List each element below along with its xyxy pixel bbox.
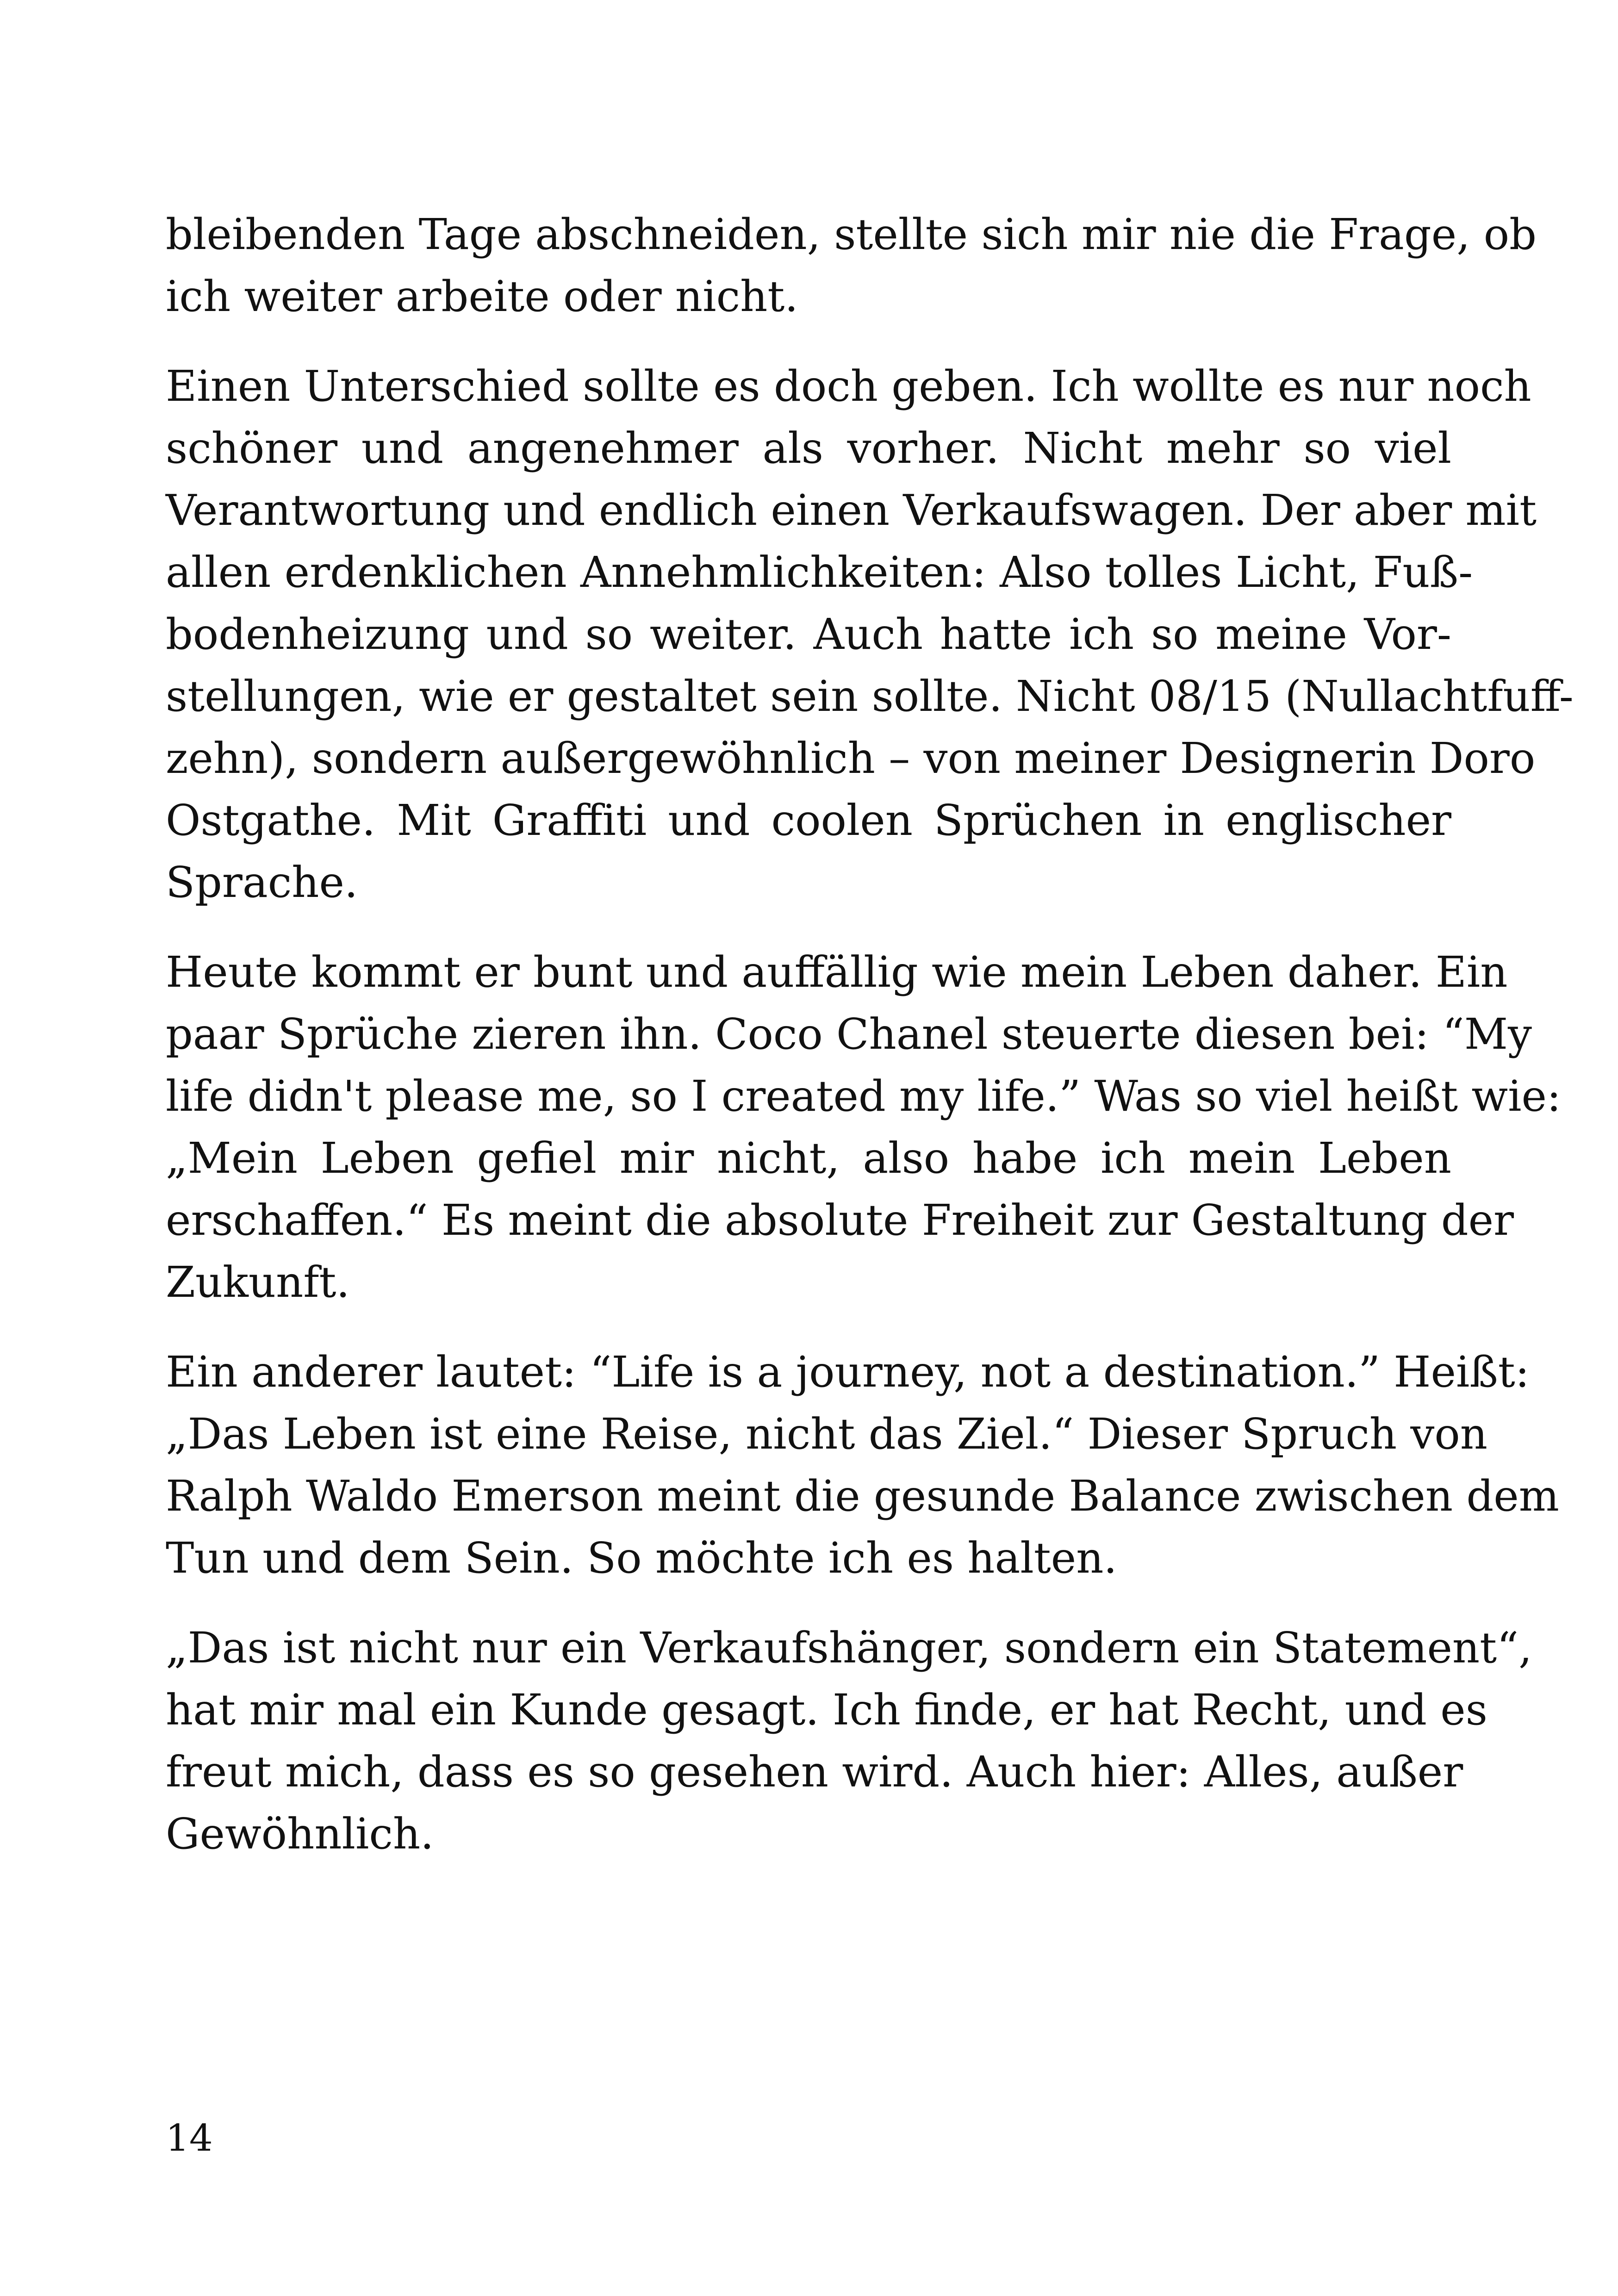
paragraph-1	[166, 204, 1537, 328]
text-line: „Mein Leben gefiel mir nicht, also habe ich mein Leben	[166, 1133, 1451, 1183]
text-line: Ein anderer lautet: “Life is a journey, not a destination.” Heißt:	[166, 1347, 1530, 1397]
text-line: Heute kommt er bunt und auffällig wie mein Leben daher. Ein	[166, 947, 1508, 997]
paragraph-4	[166, 1341, 1559, 1589]
text-line: bleibenden Tage abschneiden, stellte sich mir nie die Frage, ob	[166, 210, 1537, 259]
text-line: „Das Leben ist eine Reise, nicht das Ziel.“ Dieser Spruch von	[166, 1409, 1487, 1459]
page-number: 14	[166, 2116, 213, 2159]
text-line: life didn't please me, so I created my life.” Was so viel heißt wie:	[166, 1071, 1561, 1121]
text-line: Verantwortung und endlich einen Verkaufswagen. Der aber mit	[166, 485, 1537, 535]
text-line: schöner und angenehmer als vorher. Nicht mehr so viel	[166, 423, 1451, 473]
text-line: „Das ist nicht nur ein Verkaufshänger, sondern ein Statement“,	[166, 1623, 1532, 1673]
text-line: Gewöhnlich.	[166, 1809, 434, 1859]
text-line: Sprache.	[166, 858, 358, 907]
text-line: bodenheizung und so weiter. Auch hatte ich so meine Vor-	[166, 610, 1451, 659]
text-line: paar Sprüche zieren ihn. Coco Chanel steuerte diesen bei: “My	[166, 1009, 1532, 1059]
text-line: freut mich, dass es so gesehen wird. Auch hier: Alles, außer	[166, 1747, 1463, 1797]
text-line: Ostgathe. Mit Graffiti und coolen Sprüchen in englischer	[166, 796, 1451, 845]
paragraph-2	[166, 355, 1574, 914]
paragraph-3	[166, 941, 1561, 1313]
text-line: Tun und dem Sein. So möchte ich es halten.	[166, 1533, 1117, 1583]
text-line: Einen Unterschied sollte es doch geben. Ich wollte es nur noch	[166, 361, 1531, 411]
text-line: ich weiter arbeite oder nicht.	[166, 272, 798, 321]
paragraph-5	[166, 1617, 1532, 1865]
text-line: stellungen, wie er gestaltet sein sollte. Nicht 08/15 (Nullachtfuff-	[166, 672, 1574, 721]
text-line: zehn), sondern außergewöhnlich – von meiner Designerin Doro	[166, 734, 1536, 783]
text-line: erschaffen.“ Es meint die absolute Freiheit zur Gestaltung der	[166, 1195, 1514, 1245]
text-line: allen erdenklichen Annehmlichkeiten: Also tolles Licht, Fuß-	[166, 548, 1473, 597]
text-line: hat mir mal ein Kunde gesagt. Ich finde, er hat Recht, und es	[166, 1685, 1487, 1735]
text-line: Zukunft.	[166, 1257, 350, 1307]
body-text	[166, 204, 1574, 1893]
text-line: Ralph Waldo Emerson meint die gesunde Balance zwischen dem	[166, 1471, 1559, 1521]
